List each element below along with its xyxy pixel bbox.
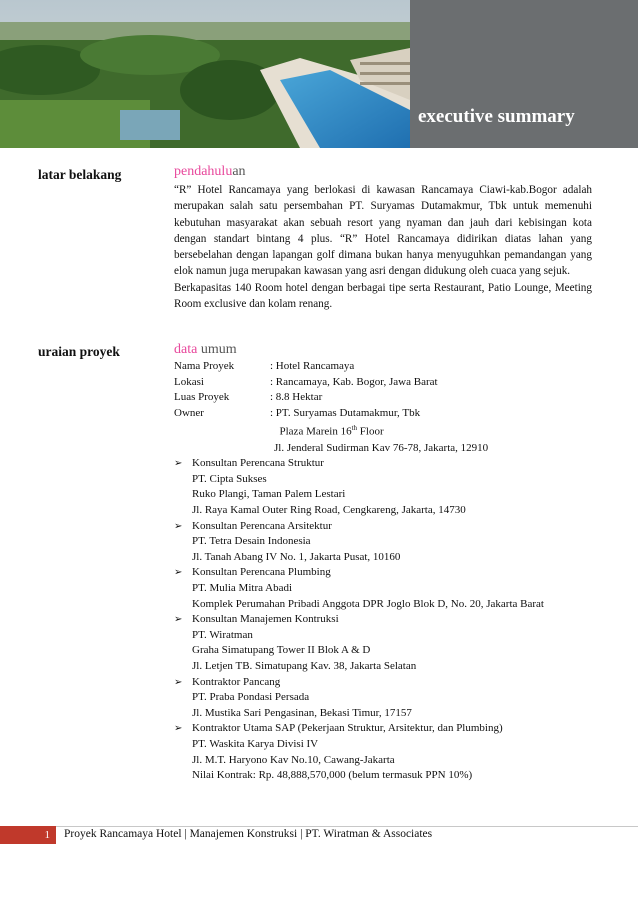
- list-item-line: Komplek Perumahan Pribadi Anggota DPR Joglo Blok D, No. 20, Jakarta Barat: [192, 597, 544, 610]
- info-key: Owner: [174, 406, 204, 419]
- info-row: [174, 406, 544, 422]
- list-item-line: PT. Mulia Mitra Abadi: [192, 581, 293, 594]
- list-item-line: Ruko Plangi, Taman Palem Lestari: [192, 488, 346, 501]
- info-key: Lokasi: [174, 375, 204, 388]
- list-item: [174, 612, 544, 628]
- pendahuluan-heading: pendahuluan: [174, 164, 246, 179]
- section-title: executive summary: [418, 106, 575, 127]
- list-item-line: Jl. Tanah Abang IV No. 1, Jakarta Pusat, 10160: [192, 550, 401, 563]
- header-banner: [0, 0, 638, 148]
- list-item-title: Konsultan Perencana Plumbing: [192, 566, 331, 579]
- info-row: [174, 390, 544, 406]
- info-value: : Hotel Rancamaya: [270, 360, 355, 372]
- arrow-bullet-icon: ➢: [174, 723, 183, 735]
- info-key: Nama Proyek: [174, 360, 235, 372]
- list-item-title: Konsultan Manajemen Kontruksi: [192, 613, 339, 626]
- owner-address-line: Plaza Marein 16th Floor: [279, 424, 384, 439]
- list-item-title: Konsultan Perencana Arsitektur: [192, 519, 332, 532]
- arrow-bullet-icon: ➢: [174, 614, 183, 626]
- project-info: [174, 359, 544, 784]
- list-item: [174, 456, 544, 472]
- info-value: : 8.8 Hektar: [270, 391, 323, 404]
- list-item: [174, 675, 544, 691]
- list-item-line: Jl. Letjen TB. Simatupang Kav. 38, Jakarta Selatan: [192, 659, 417, 672]
- list-item-line: PT. Cipta Sukses: [192, 472, 267, 485]
- info-row: [174, 359, 544, 375]
- owner-address-line: Jl. Jenderal Sudirman Kav 76-78, Jakarta, 12910: [274, 441, 489, 454]
- list-item-line: Jl. M.T. Haryono Kav No.10, Cawang-Jakarta: [192, 753, 395, 766]
- arrow-bullet-icon: ➢: [174, 676, 183, 688]
- list-item-line: Jl. Raya Kamal Outer Ring Road, Cengkareng, Jakarta, 14730: [192, 504, 466, 516]
- footer-divider: [0, 826, 638, 827]
- list-item-title: Kontraktor Utama SAP (Pekerjaan Struktur, Arsitektur, dan Plumbing): [192, 722, 503, 735]
- list-item-title: Kontraktor Pancang: [192, 675, 281, 688]
- list-item-line: Graha Simatupang Tower II Blok A & D: [192, 644, 371, 657]
- background-text: [174, 182, 592, 312]
- page-number: 1: [0, 826, 56, 844]
- list-item-line: Jl. Mustika Sari Pengasinan, Bekasi Timur, 17157: [192, 706, 412, 719]
- list-item-line: PT. Praba Pondasi Persada: [192, 691, 310, 704]
- paragraph: “R” Hotel Rancamaya yang berlokasi di kawasan Rancamaya Ciawi-kab.Bogor adalah merupakan salah satu persembahan PT. Suryamas Dutamakmur, Tbk untuk memenuhi kebutuhan masyarakat akan sebuah resort yang nyaman dan jauh dari kebisingan kota dengan standart bintang 4 plus. “R” Hotel Rancamaya didirikan diatas lahan yang bersebelahan dengan lapangan golf dimana bukan hanya menyuguhkan pemandangan yang elok namun juga merupakan kawasan yang asri dengan didukung oleh cuaca yang sejuk.: [174, 184, 592, 278]
- info-value: : Rancamaya, Kab. Bogor, Jawa Barat: [270, 375, 438, 388]
- uraian-proyek-label: uraian proyek: [38, 344, 120, 359]
- info-value: : PT. Suryamas Dutamakmur, Tbk: [270, 406, 421, 419]
- data-umum-heading: data umum: [174, 342, 237, 357]
- info-row: [174, 375, 544, 391]
- list-item: [174, 565, 544, 581]
- list-item-title: Konsultan Perencana Struktur: [192, 457, 324, 470]
- paragraph: Berkapasitas 140 Room hotel dengan berbagai tipe serta Restaurant, Patio Lounge, Meeting Room exclusive dan kolam renang.: [174, 281, 592, 311]
- footer-text: Proyek Rancamaya Hotel | Manajemen Konstruksi | PT. Wiratman & Associates: [64, 828, 433, 840]
- latar-belakang-label: latar belakang: [38, 167, 122, 182]
- list-item: [174, 721, 544, 737]
- list-item-line: Nilai Kontrak: Rp. 48,888,570,000 (belum termasuk PPN 10%): [192, 769, 473, 782]
- list-item-line: PT. Wiratman: [192, 628, 253, 641]
- arrow-bullet-icon: ➢: [174, 520, 183, 532]
- arrow-bullet-icon: ➢: [174, 458, 183, 470]
- list-item-line: PT. Tetra Desain Indonesia: [192, 535, 311, 548]
- arrow-bullet-icon: ➢: [174, 567, 183, 579]
- info-key: Luas Proyek: [174, 391, 230, 404]
- list-item: [174, 519, 544, 535]
- list-item-line: PT. Waskita Karya Divisi IV: [192, 737, 319, 750]
